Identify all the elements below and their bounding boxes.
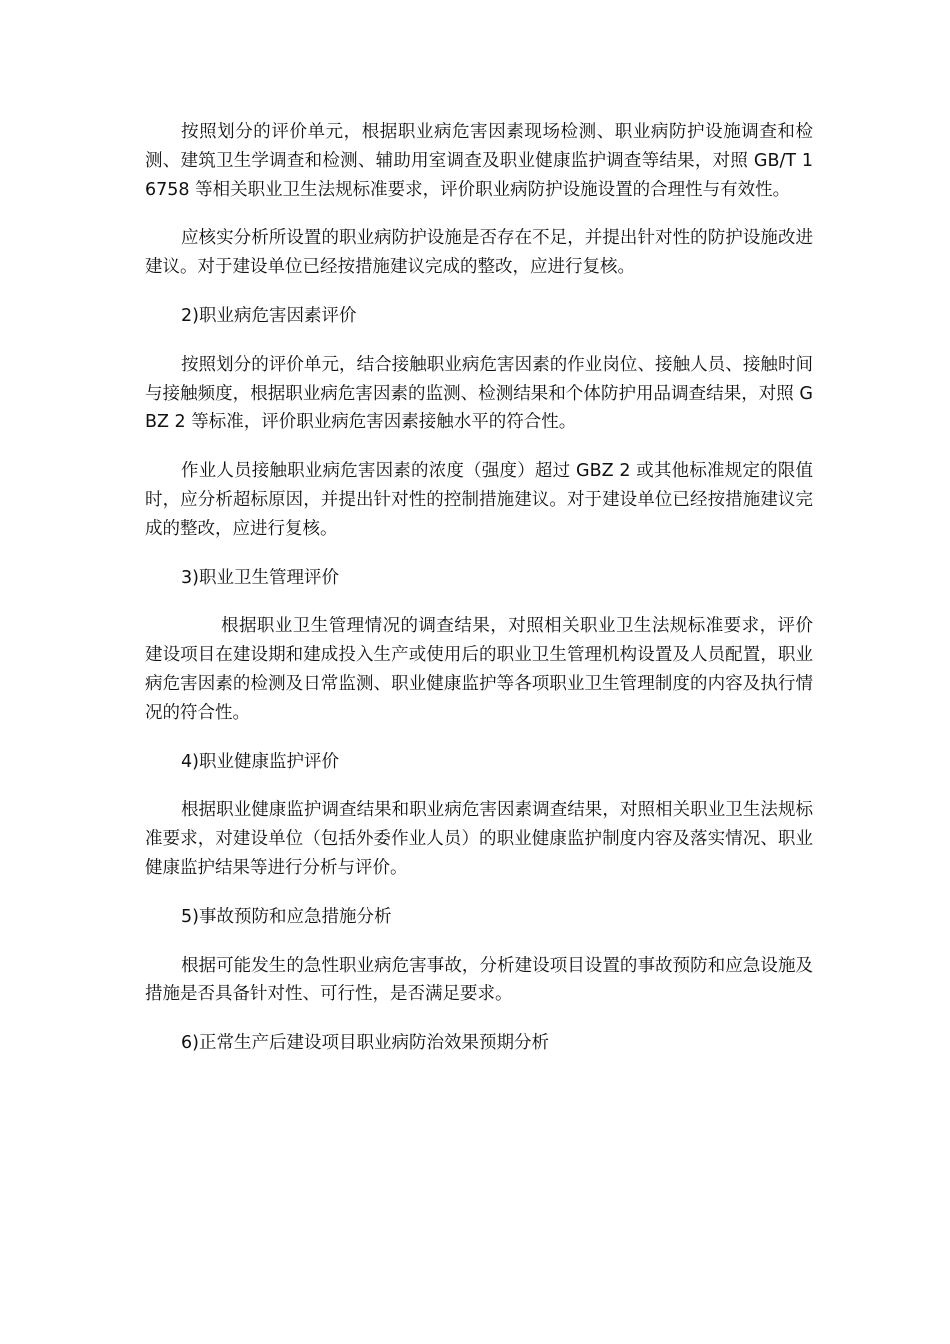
paragraph-hazard-exposure-evaluation: 按照划分的评价单元，结合接触职业病危害因素的作业岗位、接触人员、接触时间与接触频度，根据职业病危害因素的监测、检测结果和个体防护用品调查结果，对照 GBZ 2 等标准，评价职业病危害因素接触水平的符合性。 — [145, 354, 813, 433]
paragraph-protective-facilities-improvement: 应核实分析所设置的职业病防护设施是否存在不足，并提出针对性的防护设施改进建议。对于建设单位已经按措施建议完成的整改，应进行复核。 — [145, 228, 813, 278]
paragraph-health-surveillance: 根据职业健康监护调查结果和职业病危害因素调查结果，对照相关职业卫生法规标准要求，对建设单位（包括外委作业人员）的职业健康监护制度内容及落实情况、职业健康监护结果等进行分析与评价。 — [145, 800, 813, 878]
section-heading-management-evaluation: 3)职业卫生管理评价 — [181, 567, 339, 588]
section-heading-hazard-evaluation: 2)职业病危害因素评价 — [181, 305, 357, 326]
paragraph-management-evaluation: 根据职业卫生管理情况的调查结果，对照相关职业卫生法规标准要求，评价建设项目在建设期和建成投入生产或使用后的职业卫生管理机构设置及人员配置，职业病危害因素的检测及日常监测、职业健康监护等各项职业卫生管理制度的内容及执行情况的符合性。 — [145, 616, 813, 723]
paragraph-accident-prevention: 根据可能发生的急性职业病危害事故，分析建设项目设置的事故预防和应急设施及措施是否具备针对性、可行性，是否满足要求。 — [145, 955, 813, 1005]
document-body — [145, 118, 813, 1058]
paragraph-hazard-exceedance: 作业人员接触职业病危害因素的浓度（强度）超过 GBZ 2 或其他标准规定的限值时，应分析超标原因，并提出针对性的控制措施建议。对于建设单位已经按措施建议完成的整改，应进行复核。 — [145, 461, 813, 539]
section-heading-accident-prevention: 5)事故预防和应急措施分析 — [181, 906, 392, 927]
section-heading-health-surveillance: 4)职业健康监护评价 — [181, 751, 339, 772]
paragraph-protective-facilities-evaluation: 按照划分的评价单元，根据职业病危害因素现场检测、职业病防护设施调查和检测、建筑卫生学调查和检测、辅助用室调查及职业健康监护调查等结果，对照 GB/T 16758 等相关职业卫生法规标准要求，评价职业病防护设施设置的合理性与有效性。 — [145, 122, 813, 200]
section-heading-effect-prediction: 6)正常生产后建设项目职业病防治效果预期分析 — [181, 1033, 549, 1054]
